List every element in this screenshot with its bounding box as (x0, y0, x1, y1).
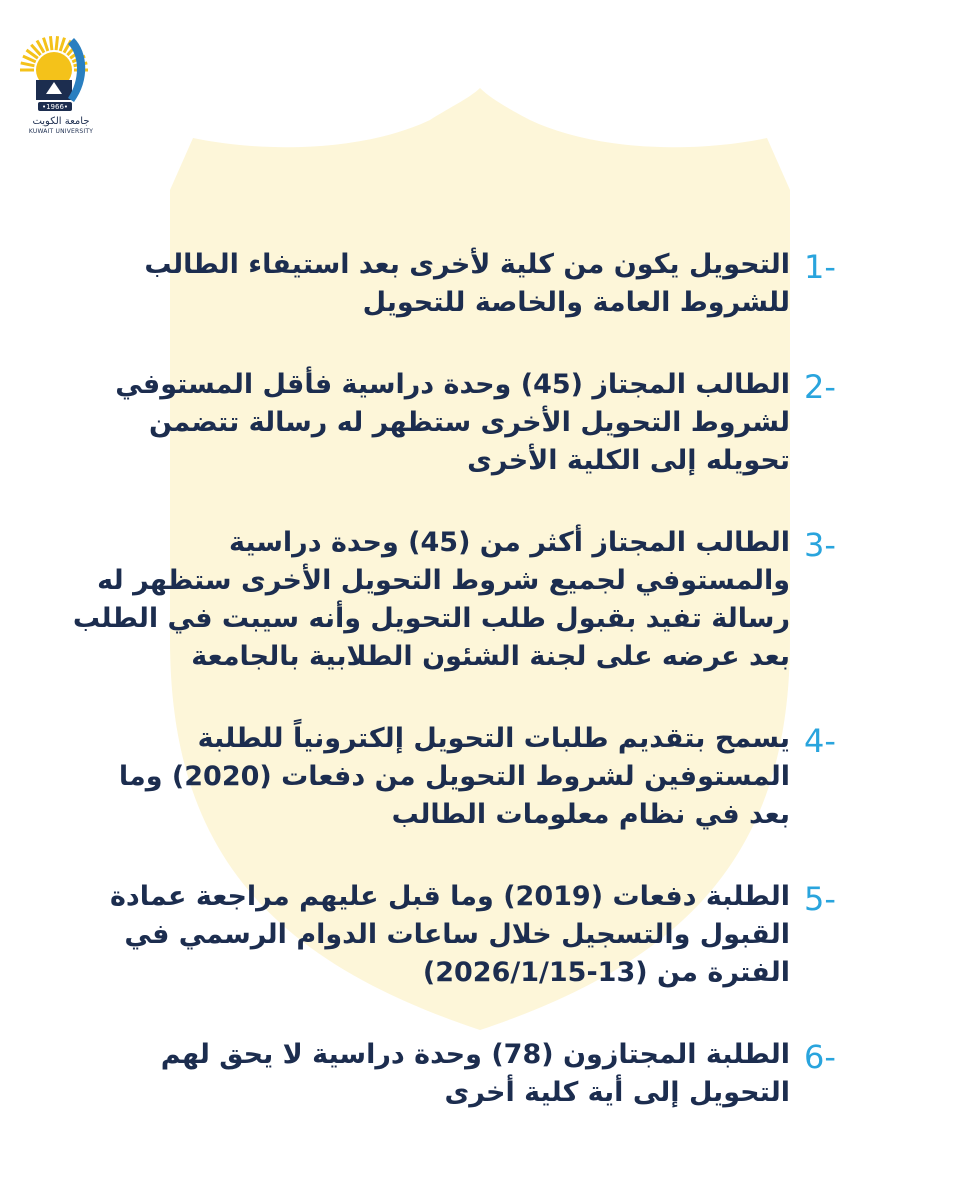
kuwait-university-logo (16, 24, 106, 134)
item-text: يسمح بتقديم طلبات التحويل إلكترونياً للطلبة المستوفين لشروط التحويل من دفعات (2020) وما بعد في نظام معلومات الطالب (118, 723, 790, 830)
item-number: 3- (804, 526, 836, 564)
sun-ray (56, 36, 57, 50)
list-item (70, 1036, 850, 1112)
item-number: 2- (804, 368, 836, 406)
item-text: الطلبة المجتازون (78) وحدة دراسية لا يحق لهم التحويل إلى أية كلية أخرى (160, 1039, 790, 1108)
list-item (70, 878, 850, 992)
item-number: 4- (804, 722, 836, 760)
item-number: 6- (804, 1038, 836, 1076)
sun-ray (60, 38, 64, 51)
item-text: الطلبة دفعات (2019) وما قبل عليهم مراجعة عمادة القبول والتسجيل خلال ساعات الدوام الرسمي في الفترة من (13-2026/1/15) (109, 881, 790, 988)
logo-emblem-icon (16, 24, 106, 116)
transfer-rules-list (70, 246, 850, 1112)
logo-name-english: KUWAIT UNIVERSITY (28, 128, 94, 135)
sun-ray (43, 38, 47, 51)
item-text: الطالب المجتاز (45) وحدة دراسية فأقل المستوفي لشروط التحويل الأخرى ستظهر له رسالة تتضمن تحويله إلى الكلية الأخرى (115, 369, 790, 476)
logo-name-arabic: جامعة الكويت (32, 116, 90, 127)
item-text: الطالب المجتاز أكثر من (45) وحدة دراسية والمستوفي لجميع شروط التحويل الأخرى ستظهر له رسالة تفيد بقبول طلب التحويل وأنه سيبت في الطلب بعد عرضه على لجنة الشئون الطلابية بالجامعة (72, 527, 790, 672)
item-number: 5- (804, 880, 836, 918)
logo-year: •1966• (41, 103, 69, 111)
list-item (70, 720, 850, 834)
item-text: التحويل يكون من كلية لأخرى بعد استيفاء الطالب للشروط العامة والخاصة للتحويل (144, 249, 790, 318)
sun-ray (50, 36, 51, 50)
list-item (70, 524, 850, 676)
list-item (70, 366, 850, 480)
list-item (70, 246, 850, 322)
sun-ray (21, 63, 35, 66)
item-number: 1- (804, 248, 836, 286)
